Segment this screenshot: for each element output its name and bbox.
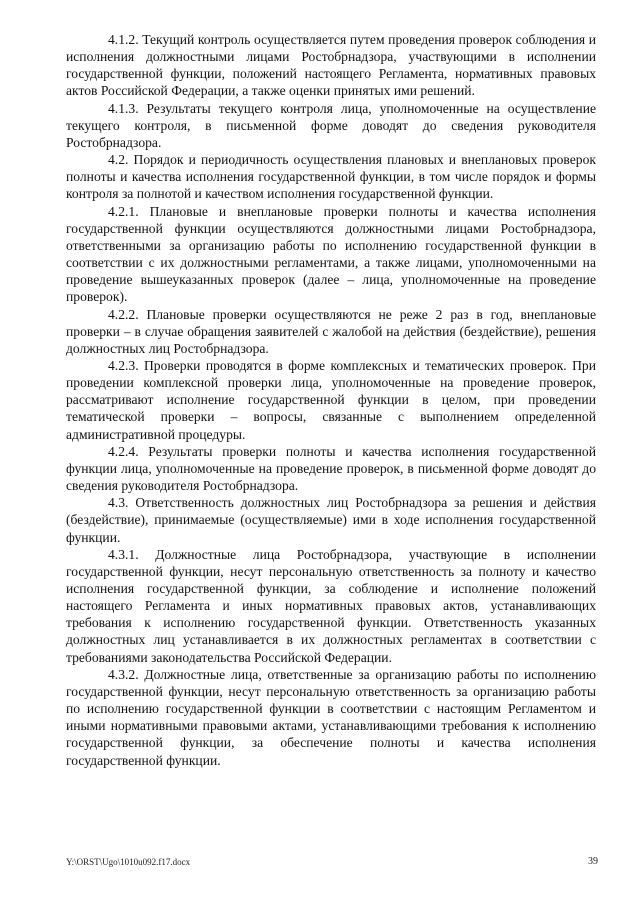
footer-page-number: 39 xyxy=(588,856,598,867)
paragraph-4-3-1: 4.3.1. Должностные лица Ростобрнадзора, участвующие в исполнении государственной функции, несут персональную ответственность за полноту и качество исполнения государственной функции, за соблюдение и исполнение положений настоящего Регламента и иных нормативных правовых актов, устанавливающих требования к исполнению государственной функции. Ответственность указанных должностных лиц устанавливается в их должностных регламентах в соответствии с требованиями законодательства Российской Федерации. xyxy=(66,546,596,665)
paragraph-4-2-1: 4.2.1. Плановые и внеплановые проверки полноты и качества исполнения государственной функции осуществляются должностными лицами Ростобрнадзора, ответственными за организацию работы по исполнению государственной функции в соответствии с их должностными регламентами, а также лицами, уполномоченными на проведение вышеуказанных проверок (далее – лица, уполномоченные на проведение проверок). xyxy=(66,203,596,305)
paragraph-4-2: 4.2. Порядок и периодичность осуществления плановых и внеплановых проверок полноты и качества исполнения государственной функции, в том числе порядок и формы контроля за полнотой и качеством исполнения государственной функции. xyxy=(66,152,596,202)
paragraph-4-2-3: 4.2.3. Проверки проводятся в форме комплексных и тематических проверок. При проведении комплексной проверки лица, уполномоченные на проведение проверок, рассматривают исполнение государственной функции в целом, при проведении тематической проверки – вопросы, связанные с выполнением определенной административной процедуры. xyxy=(66,357,596,442)
document-body xyxy=(66,31,596,769)
paragraph-4-2-2: 4.2.2. Плановые проверки осуществляются не реже 2 раз в год, внеплановые проверки – в случае обращения заявителей с жалобой на действия (бездействие), решения должностных лиц Ростобрнадзора. xyxy=(66,306,596,356)
paragraph-4-1-3: 4.1.3. Результаты текущего контроля лица, уполномоченные на осуществление текущего контроля, в письменной форме доводят до сведения руководителя Ростобрнадзора. xyxy=(66,100,596,150)
paragraph-4-2-4: 4.2.4. Результаты проверки полноты и качества исполнения государственной функции лица, уполномоченные на проведение проверок, в письменной форме доводят до сведения руководителя Ростобрнадзора. xyxy=(66,443,596,494)
paragraph-4-3-2: 4.3.2. Должностные лица, ответственные за организацию работы по исполнению государственной функции, несут персональную ответственность за организацию работы по исполнению государственной функции в соответствии с настоящим Регламентом и иными нормативными правовыми актами, устанавливающими требования к исполнению государственной функции, за обеспечение полноты и качества исполнения государственной функции. xyxy=(66,666,596,768)
paragraph-4-3: 4.3. Ответственность должностных лиц Ростобрнадзора за решения и действия (бездействие), принимаемые (осуществляемые) ими в ходе исполнения государственной функции. xyxy=(66,495,596,545)
paragraph-4-1-2: 4.1.2. Текущий контроль осуществляется путем проведения проверок соблюдения и исполнения должностными лицами Ростобрнадзора, участвующими в исполнении государственной функции, положений настоящего Регламента, нормативных правовых актов Российской Федерации, а также оценки принятых ими решений. xyxy=(66,32,596,99)
footer-file-path: Y:\ORST\Ugo\1010u092.f17.docx xyxy=(66,857,191,867)
